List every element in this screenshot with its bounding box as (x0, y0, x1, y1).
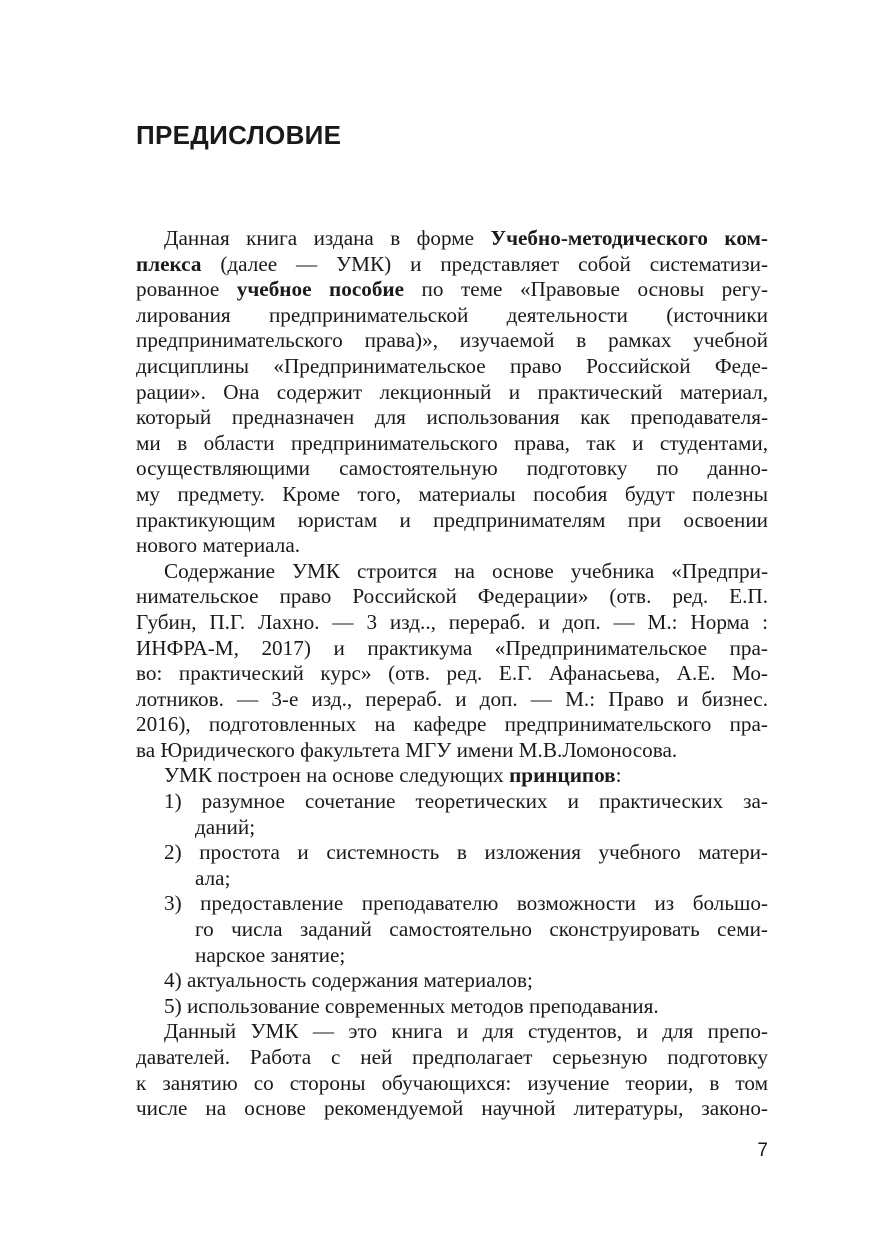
p1-line-9: ми в области предпринимательского права, так и студентами, (136, 430, 768, 455)
p1-line-2: плекса (далее — УМК) и представляет собой систематизи- (136, 251, 768, 276)
p1-line-12: практикующим юристам и предпринимателям при освоении (136, 507, 768, 532)
list-item-4: 4) актуальность содержания материалов; (164, 968, 533, 993)
p3-line-1: УМК построен на основе следующих принципов: (164, 763, 622, 788)
p2-line-8: ва Юридического факультета МГУ имени М.В.Ломоносова. (136, 737, 678, 762)
p2-line-6: лотников. — 3-е изд., перераб. и доп. — М.: Право и бизнес. (136, 686, 768, 711)
list-item-3: 3) предоставление преподавателю возможности из большо- (164, 891, 768, 916)
p2-line-2: нимательское право Российской Федерации» (отв. ред. Е.П. (136, 584, 768, 609)
page-number: 7 (757, 1140, 768, 1161)
list-item-3-cont-1: го числа заданий самостоятельно сконструировать семи- (195, 917, 768, 942)
list-item-5: 5) использование современных методов преподавания. (164, 993, 659, 1018)
list-item-3-cont-2: нарское занятие; (195, 942, 346, 967)
p1-line-13: нового материала. (136, 533, 301, 558)
p1-line-11: му предмету. Кроме того, материалы пособия будут полезны (136, 481, 768, 506)
list-item-2: 2) простота и системность в изложения учебного матери- (164, 840, 768, 865)
p1-line-1: Данная книга издана в форме Учебно-методического ком- (164, 226, 768, 250)
p4-line-3: к занятию со стороны обучающихся: изучение теории, в том (136, 1070, 768, 1095)
p1-line-5: предпринимательского права)», изучаемой в рамках учебной (136, 328, 768, 353)
p2-line-3: Губин, П.Г. Лахно. — 3 изд.., перераб. и доп. — М.: Норма : (136, 609, 768, 634)
page-title: ПРЕДИСЛОВИЕ (136, 120, 342, 150)
p4-line-1: Данный УМК — это книга и для студентов, и для препо- (164, 1019, 768, 1044)
list-item-1: 1) разумное сочетание теоретических и практических за- (164, 789, 768, 814)
body-text (136, 226, 768, 1122)
p4-line-4: числе на основе рекомендуемой научной литературы, законо- (136, 1096, 768, 1121)
p2-line-7: 2016), подготовленных на кафедре предпринимательского пра- (136, 712, 768, 737)
list-item-2-cont: ала; (195, 865, 231, 890)
p4-line-2: давателей. Работа с ней предполагает серьезную подготовку (136, 1045, 768, 1069)
p1-line-10: осуществляющими самостоятельную подготовку по данно- (136, 456, 768, 481)
p2-line-4: ИНФРА-М, 2017) и практикума «Предпринимательское пра- (136, 635, 768, 660)
list-item-1-cont: даний; (195, 814, 256, 839)
p1-line-8: который предназначен для использования как преподавателя- (136, 405, 768, 430)
p2-line-5: во: практический курс» (отв. ред. Е.Г. Афанасьева, А.Е. Мо- (136, 661, 768, 686)
p1-line-7: рации». Она содержит лекционный и практический материал, (136, 379, 768, 404)
p1-line-4: лирования предпринимательской деятельности (источники (136, 302, 768, 327)
p1-line-6: дисциплины «Предпринимательское право Российской Феде- (136, 353, 768, 378)
p1-line-3: рованное учебное пособие по теме «Правовые основы регу- (136, 277, 768, 302)
p2-line-1: Содержание УМК строится на основе учебника «Предпри- (164, 558, 768, 583)
